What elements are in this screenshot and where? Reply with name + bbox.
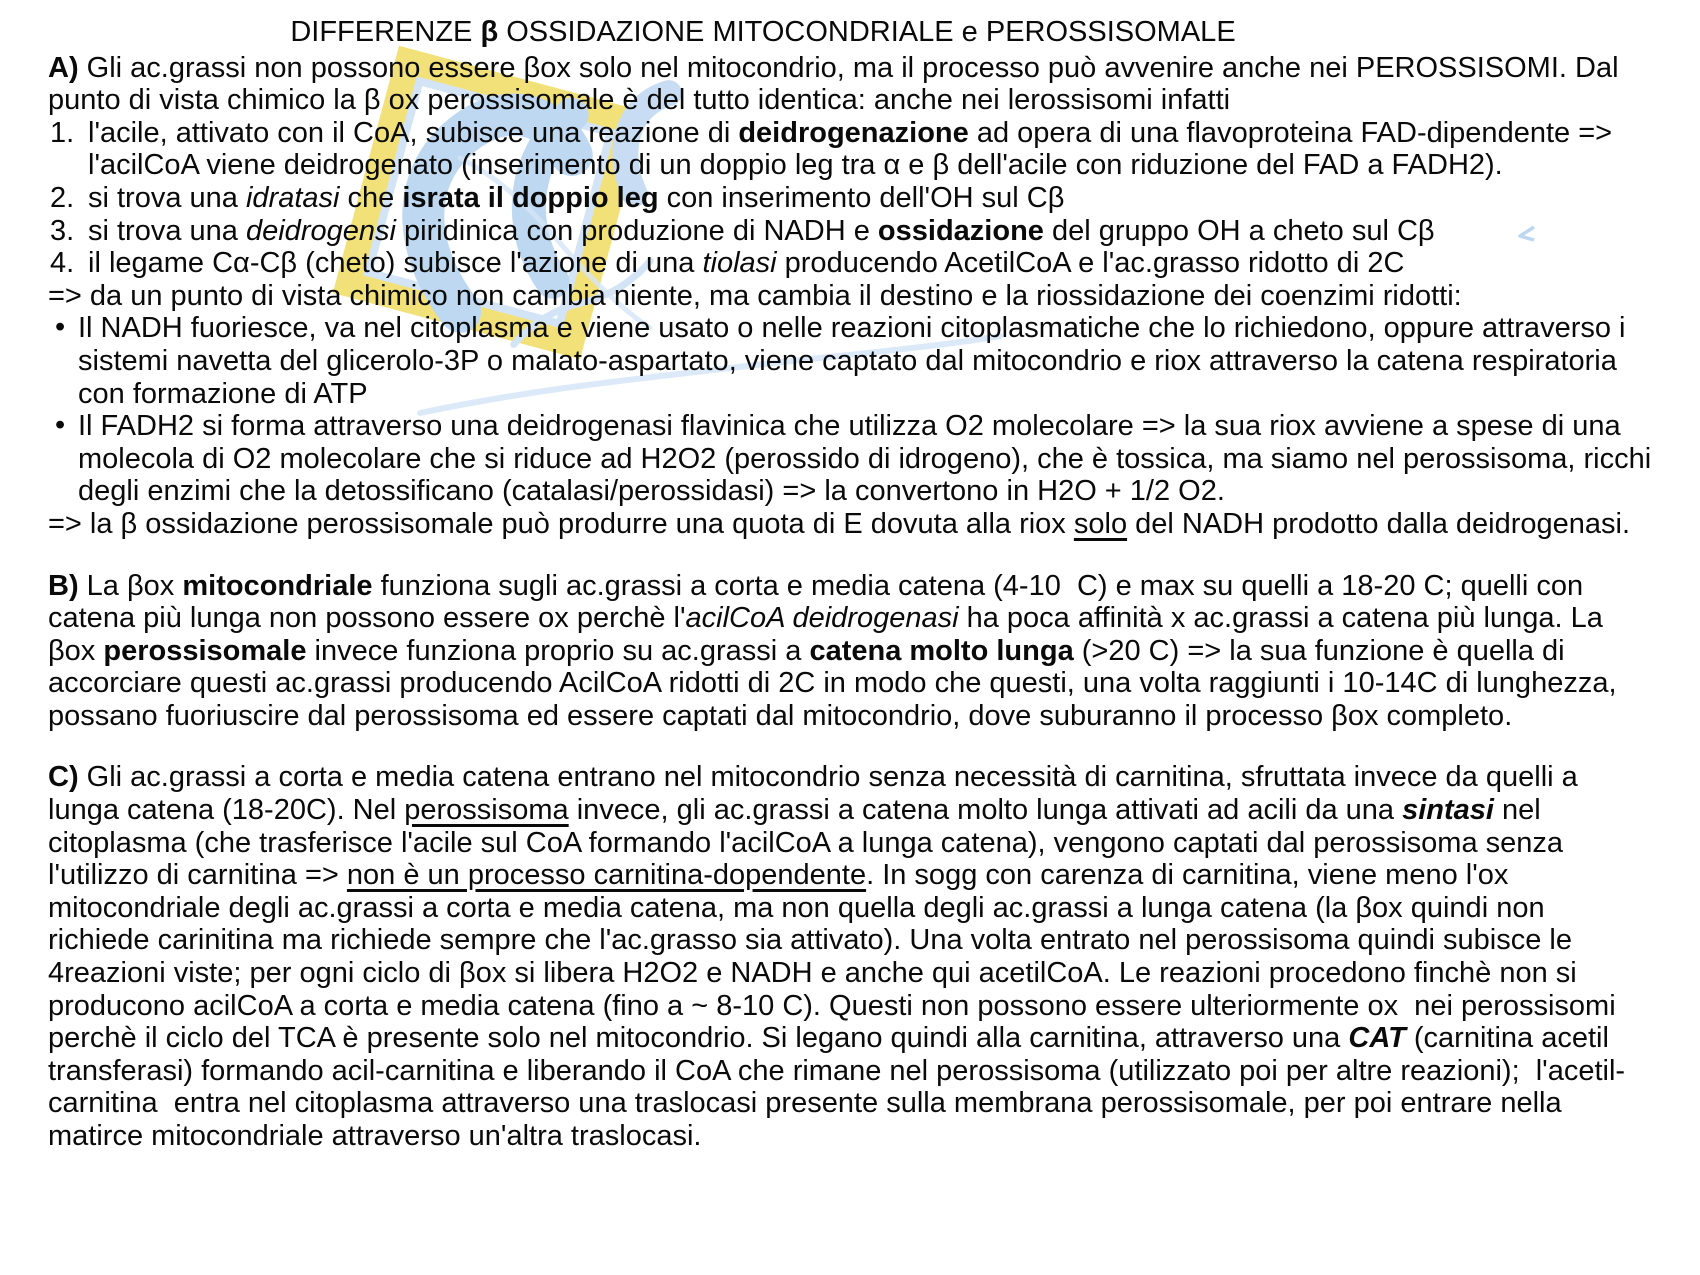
- doc-title: [48, 16, 1478, 49]
- text-segment: ha poca affinità x ac.grassi a catena più lunga. La βox: [48, 602, 1611, 667]
- number-marker: 3.: [50, 214, 75, 247]
- text-segment: funziona sugli ac.grassi a corta e media catena (4-10 C) e max su quelli a 18-20 C; quelli con catena più lunga non possono essere ox perchè l': [48, 569, 1592, 635]
- text-segment: nel citoplasma (che trasferisce l'acile sul CoA formando l'acilCoA a lunga catena), vengono captati dal perossisoma senza l'utilizzo di carnitina =>: [48, 794, 1572, 892]
- text-segment: ossidazione: [877, 214, 1044, 247]
- text-segment: tiolasi: [702, 247, 777, 280]
- text-segment: il legame Cα-Cβ (cheto) subisce l'azione di una: [88, 247, 703, 280]
- text-segment: non è un processo carnitina-dopendente: [346, 859, 867, 892]
- text-segment: del gruppo OH a cheto sul Cβ: [1043, 214, 1435, 247]
- text-segment: del NADH prodotto dalla deidrogenasi.: [1127, 507, 1631, 540]
- text-segment: catena molto lunga: [809, 634, 1074, 667]
- text-segment: B): [48, 569, 79, 602]
- text-segment: invece, gli ac.grassi a catena molto lunga attivati ad acili da una: [568, 794, 1403, 827]
- bullet-fadh2: [48, 409, 1660, 508]
- number-marker: 2.: [50, 181, 75, 214]
- text-segment: ad opera di una flavoproteina FAD-dipendente => l'acilCoA viene deidrogenato (inserimento di un doppio leg tra α e β dell'acile con riduzione del FAD a FADH2).: [88, 116, 1621, 182]
- text-segment: Il FADH2 si forma attraverso una deidrogenasi flavinica che utilizza O2 molecolare => la sua riox avviene a spese di una molecola di O2 molecolare che si riduce ad H2O2 (perossido di idrogeno), che è tossica, ma siamo nel perossisoma, ricchi degli enzimi che la detossificano (catalasi/perossidasi) => la convertono in H2O + 1/2 O2.: [78, 410, 1660, 508]
- text-segment: DIFFERENZE: [290, 16, 481, 48]
- text-segment: perossisoma: [404, 794, 569, 827]
- arrow-note-2: [48, 508, 1652, 541]
- text-segment: che: [339, 181, 403, 214]
- bullet-nadh: [48, 312, 1652, 410]
- text-segment: sintasi: [1402, 794, 1494, 827]
- text-segment: israta il doppio leg: [402, 181, 659, 214]
- text-segment: si trova una: [88, 214, 246, 247]
- paragraph-c: [48, 761, 1652, 1152]
- text-segment: con inserimento dell'OH sul Cβ: [658, 181, 1065, 214]
- text-segment: idratasi: [245, 181, 340, 214]
- text-segment: Gli ac.grassi non possono essere βox solo nel mitocondrio, ma il processo può avvenire anche nei PEROSSISOMI. Dal punto di vista chimico la β ox perossisomale è del tutto identica: anche nei lerossisomi infatti: [48, 51, 1627, 117]
- list-item-2: [48, 182, 1652, 215]
- text-segment: . In sogg con carenza di carnitina, viene meno l'ox mitocondriale degli ac.grassi a corta e media catena, ma non quella degli ac.grassi a lunga catena (la βox quindi non richiede carinitina ma richiede sempre che l'ac.grasso sia attivato). Una volta entrato nel perossisoma quindi subisce le 4reazioni viste; per ogni ciclo di βox si libera H2O2 e NADH e anche qui acetilCoA. Le reazioni procedono finchè non si producono acilCoA a corta e media catena (fino a ~ 8-10 C). Questi non possono essere ulteriormente ox nei perossisomi perchè il ciclo del TCA è presente solo nel mitocondrio. Si legano quindi alla carnitina, attraverso una: [48, 859, 1624, 1055]
- bullet-marker: •: [55, 311, 66, 344]
- text-segment: (>20 C) => la sua funzione è quella di accorciare questi ac.grassi producendo AcilCoA ridotti di 2C in modo che questi, una volta raggiunti i 10-14C di lunghezza, possano fuoriuscire dal perossisoma ed essere captati dal mitocondrio, dove suburanno il processo βox completo.: [48, 634, 1625, 732]
- text-segment: => la β ossidazione perossisomale può produrre una quota di E dovuta alla riox: [48, 507, 1074, 540]
- text-segment: mitocondriale: [182, 569, 373, 602]
- number-marker: 4.: [50, 247, 75, 280]
- text-segment: deidrogensi: [245, 214, 396, 247]
- text-segment: solo: [1073, 507, 1128, 540]
- text-segment: perossisomale: [103, 634, 307, 667]
- text-segment: CAT: [1348, 1022, 1406, 1055]
- text-segment: OSSIDAZIONE MITOCONDRIALE e PEROSSISOMALE: [498, 16, 1236, 48]
- text-segment: producendo AcetilCoA e l'ac.grasso ridotto di 2C: [776, 247, 1405, 280]
- bullet-marker: •: [55, 409, 66, 442]
- list-item-1: [48, 117, 1652, 182]
- list-item-4: [48, 247, 1652, 280]
- paragraph-a: [48, 52, 1652, 117]
- list-item-3: [48, 215, 1652, 248]
- text-segment: piridinica con produzione di NADH e: [395, 214, 878, 247]
- text-segment: acilCoA deidrogenasi: [685, 602, 959, 635]
- text-segment: (carnitina acetil transferasi) formando acil-carnitina e liberando il CoA che rimane nel perossisoma (utilizzato poi per altre reazioni); l'acetil-carnitina entra nel citoplasma attraverso una traslocasi presente sulla membrana perossisomale, per poi entrare nella matirce mitocondriale attraverso un'altra traslocasi.: [48, 1022, 1626, 1152]
- text-segment: l'acile, attivato con il CoA, subisce una reazione di: [88, 116, 739, 149]
- text-segment: La βox: [78, 569, 183, 602]
- text-segment: Il NADH fuoriesce, va nel citoplasma e viene usato o nelle reazioni citoplasmatiche che lo richiedono, oppure attraverso i sistemi navetta del glicerolo-3P o malato-aspartato, viene captato dal mitocondrio e riox attraverso la catena respiratoria con formazione di ATP: [78, 312, 1634, 410]
- text-segment: β: [480, 16, 499, 48]
- text-segment: Gli ac.grassi a corta e media catena entrano nel mitocondrio senza necessità di carnitina, sfruttata invece da quelli a lunga catena (18-20C). Nel: [48, 761, 1586, 827]
- text-segment: A): [48, 51, 79, 84]
- text-segment: => da un punto di vista chimico non cambia niente, ma cambia il destino e la riossidazione dei coenzimi ridotti:: [48, 279, 1462, 312]
- text-segment: invece funziona proprio su ac.grassi a: [306, 634, 810, 667]
- text-segment: deidrogenazione: [738, 116, 969, 149]
- text-segment: C): [48, 761, 79, 794]
- number-marker: 1.: [50, 116, 75, 149]
- arrow-note-1: [48, 280, 1652, 313]
- paragraph-b: [48, 570, 1652, 733]
- text-segment: si trova una: [88, 181, 246, 214]
